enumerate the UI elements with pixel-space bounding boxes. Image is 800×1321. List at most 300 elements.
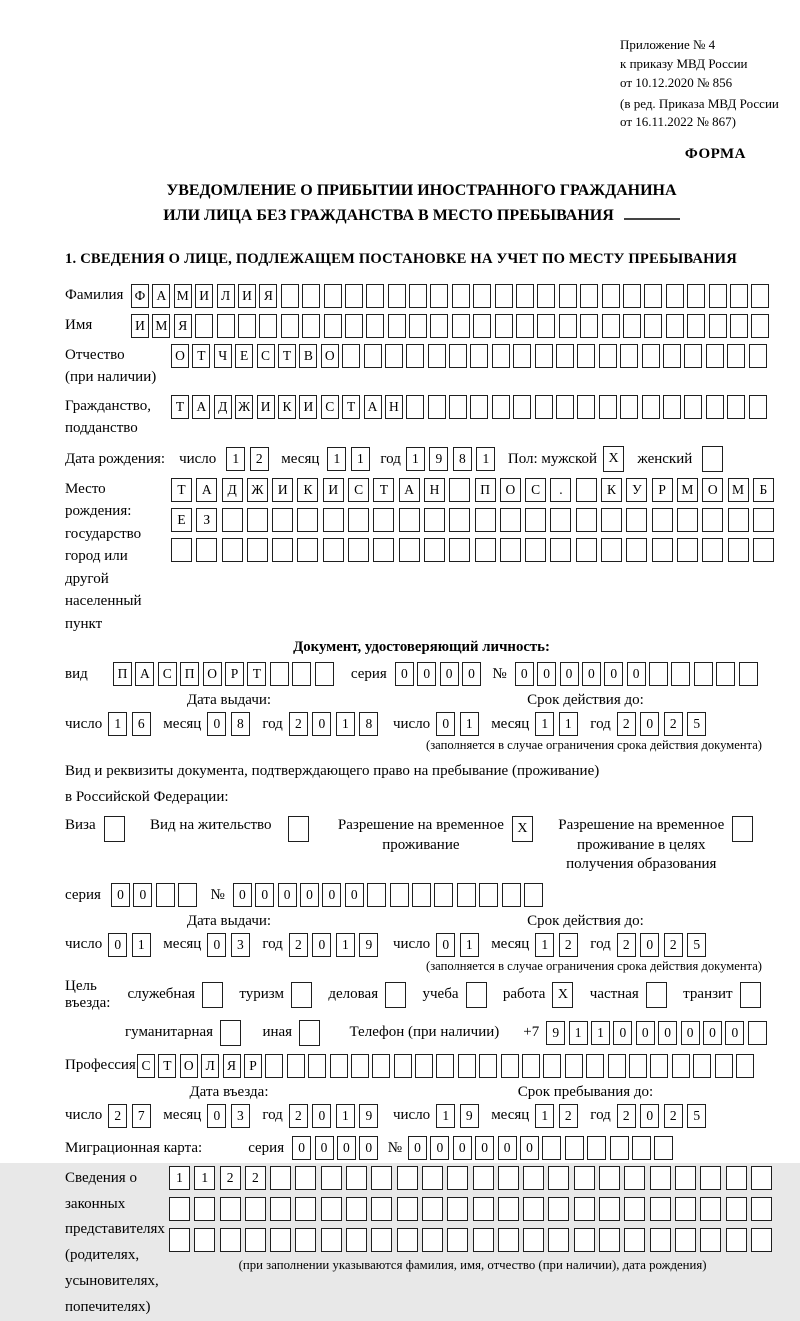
char-cell (748, 1021, 767, 1045)
issue-day-boxes (108, 712, 155, 736)
char-cell (574, 1166, 595, 1190)
char-cell (288, 816, 309, 842)
char-cell: X (603, 446, 624, 472)
char-cell: 0 (207, 1104, 226, 1128)
char-cell (308, 1054, 326, 1078)
char-cell: С (137, 1054, 155, 1078)
char-cell (523, 1197, 544, 1221)
char-cell (342, 344, 360, 368)
char-cell (525, 538, 546, 562)
char-cell: 0 (359, 1136, 378, 1160)
birth-place-label: Место рождения: государство город или другой населенный пункт (65, 480, 142, 632)
char-cell (753, 538, 774, 562)
char-cell (397, 1197, 418, 1221)
char-cell (449, 395, 467, 419)
day-label: число (392, 1107, 431, 1124)
char-cell (751, 1228, 772, 1252)
purpose-option-label: учеба (422, 986, 459, 1003)
char-cell (194, 1197, 215, 1221)
char-cell: 0 (604, 662, 623, 686)
char-cell (272, 508, 293, 532)
legal-reps-block (65, 1166, 778, 1321)
char-cell: 0 (613, 1021, 632, 1045)
char-cell (430, 314, 448, 338)
char-cell: 1 (169, 1166, 190, 1190)
char-cell (270, 1166, 291, 1190)
char-cell (449, 538, 470, 562)
char-cell (169, 1197, 190, 1221)
char-cell (346, 1228, 367, 1252)
phone-label: Телефон (при наличии) (349, 1024, 500, 1041)
char-cell (702, 538, 723, 562)
legal-reps-note: (при заполнении указываются фамилия, имя, отчество (при наличии), дата рождения) (238, 1257, 707, 1272)
issue-year-boxes (289, 712, 383, 736)
purpose-label: Цель въезда: (65, 977, 111, 1011)
char-cell (366, 314, 384, 338)
char-cell (449, 478, 470, 502)
birth-date-row (65, 446, 778, 472)
char-cell (434, 883, 453, 907)
char-cell: 0 (207, 933, 226, 957)
day-label: число (392, 715, 431, 732)
char-cell (295, 1166, 316, 1190)
char-cell: Ф (131, 284, 149, 308)
title-line-1: УВЕДОМЛЕНИЕ О ПРИБЫТИИ ИНОСТРАННОГО ГРАЖДАНИНА (166, 182, 677, 200)
profession-boxes (137, 1054, 757, 1078)
char-cell (217, 314, 235, 338)
char-cell (751, 1197, 772, 1221)
char-cell (535, 344, 553, 368)
birth-year-boxes (406, 447, 500, 471)
char-cell (513, 395, 531, 419)
char-cell: 2 (664, 1104, 683, 1128)
char-cell: 0 (725, 1021, 744, 1045)
char-cell: А (196, 478, 217, 502)
valid-until-label: Срок действия до: (527, 692, 644, 709)
char-cell: П (180, 662, 199, 686)
char-cell (475, 508, 496, 532)
char-cell (576, 508, 597, 532)
char-cell (178, 883, 197, 907)
char-cell: 1 (132, 933, 151, 957)
char-cell: 0 (582, 662, 601, 686)
char-cell: 0 (312, 933, 331, 957)
char-cell: 2 (250, 447, 269, 471)
char-cell (626, 538, 647, 562)
char-cell (473, 284, 491, 308)
char-cell: 2 (289, 1104, 308, 1128)
char-cell (348, 508, 369, 532)
doc-series-boxes (395, 662, 485, 686)
char-cell: 9 (359, 1104, 378, 1128)
char-cell (297, 538, 318, 562)
purpose-option-label: служебная (127, 986, 196, 1003)
char-cell: 1 (436, 1104, 455, 1128)
char-cell (502, 883, 521, 907)
char-cell: 1 (336, 712, 355, 736)
char-cell (412, 883, 431, 907)
char-cell (409, 284, 427, 308)
char-cell (601, 538, 622, 562)
birth-place-boxes-stack (171, 478, 778, 568)
char-cell: П (113, 662, 132, 686)
char-cell (580, 284, 598, 308)
char-cell (422, 1197, 443, 1221)
char-cell: К (278, 395, 296, 419)
stay-doc-valid-group (393, 933, 778, 957)
number-label: № (492, 666, 507, 683)
char-cell (624, 1166, 645, 1190)
valid-day-boxes (436, 712, 483, 736)
char-cell (565, 1054, 583, 1078)
edu-residence-label: Разрешение на временное проживание в целях получения образования (558, 817, 725, 873)
char-cell (726, 1228, 747, 1252)
char-cell (650, 1166, 671, 1190)
char-cell (281, 284, 299, 308)
purpose-study-checkbox (466, 982, 490, 1008)
char-cell (586, 1054, 604, 1078)
char-cell (577, 395, 595, 419)
char-cell (346, 1166, 367, 1190)
day-label: число (65, 715, 103, 732)
char-cell: К (297, 478, 318, 502)
char-cell (548, 1228, 569, 1252)
char-cell (452, 284, 470, 308)
char-cell (324, 284, 342, 308)
id-doc-issue-group (65, 712, 393, 736)
char-cell (576, 538, 597, 562)
identity-doc-row (65, 662, 778, 686)
char-cell (728, 508, 749, 532)
char-cell: Р (225, 662, 244, 686)
char-cell (715, 1054, 733, 1078)
char-cell (624, 1197, 645, 1221)
char-cell (415, 1054, 433, 1078)
char-cell: 8 (359, 712, 378, 736)
char-cell (345, 284, 363, 308)
char-cell (730, 284, 748, 308)
char-cell (195, 314, 213, 338)
char-cell (366, 284, 384, 308)
char-cell (726, 1197, 747, 1221)
day-label: число (65, 936, 103, 953)
char-cell (473, 1228, 494, 1252)
char-cell: Т (373, 478, 394, 502)
year-label: год (590, 936, 611, 953)
char-cell: С (321, 395, 339, 419)
char-cell (457, 883, 476, 907)
char-cell (245, 1228, 266, 1252)
purpose-other-checkbox (299, 1020, 323, 1046)
char-cell: Р (244, 1054, 262, 1078)
phone-boxes (546, 1021, 770, 1045)
char-cell (479, 1054, 497, 1078)
valid-year-boxes (617, 933, 711, 957)
char-cell: О (180, 1054, 198, 1078)
char-cell: 1 (351, 447, 370, 471)
char-cell (247, 538, 268, 562)
surname-boxes (131, 284, 773, 308)
char-cell (388, 284, 406, 308)
char-cell (652, 508, 673, 532)
char-cell (346, 1197, 367, 1221)
char-cell (666, 284, 684, 308)
temp-residence-checkbox (512, 816, 536, 842)
char-cell (422, 1228, 443, 1252)
issue-year-boxes (289, 933, 383, 957)
annex-edit-line: от 16.11.2022 № 867) (620, 114, 737, 130)
purpose-option-label: транзит (683, 986, 733, 1003)
char-cell (700, 1197, 721, 1221)
char-cell: 1 (569, 1021, 588, 1045)
char-cell (292, 662, 311, 686)
char-cell: 8 (453, 447, 472, 471)
char-cell: 2 (559, 933, 578, 957)
char-cell: 0 (658, 1021, 677, 1045)
char-cell (599, 1197, 620, 1221)
char-cell: М (174, 284, 192, 308)
char-cell: 2 (220, 1166, 241, 1190)
purpose-business-checkbox (385, 982, 409, 1008)
char-cell: 0 (640, 933, 659, 957)
char-cell (388, 314, 406, 338)
patronymic-label: Отчество (при наличии) (65, 346, 157, 386)
birth-month-boxes (327, 447, 374, 471)
char-cell: 0 (312, 712, 331, 736)
char-cell: Т (192, 344, 210, 368)
char-cell (559, 314, 577, 338)
char-cell (626, 508, 647, 532)
char-cell: 2 (289, 933, 308, 957)
char-cell: Л (217, 284, 235, 308)
char-cell: X (512, 816, 533, 842)
char-cell (624, 1228, 645, 1252)
char-cell: 1 (535, 933, 554, 957)
char-cell (222, 538, 243, 562)
sex-male-checkbox (603, 446, 627, 472)
char-cell: 0 (627, 662, 646, 686)
stay-year-boxes (617, 1104, 711, 1128)
char-cell: 5 (687, 1104, 706, 1128)
char-cell (599, 1166, 620, 1190)
char-cell (672, 1054, 690, 1078)
char-cell (687, 284, 705, 308)
char-cell (299, 1020, 320, 1046)
char-cell (644, 314, 662, 338)
validity-note: (заполняется в случае ограничения срока действия документа) (426, 738, 762, 753)
char-cell (602, 314, 620, 338)
valid-month-boxes (535, 712, 582, 736)
char-cell: 0 (681, 1021, 700, 1045)
citizenship-row (65, 395, 778, 440)
char-cell (330, 1054, 348, 1078)
char-cell (644, 284, 662, 308)
char-cell (492, 344, 510, 368)
char-cell: 0 (436, 933, 455, 957)
temp-residence-option (338, 816, 536, 855)
identity-doc-title: Документ, удостоверяющий личность: (293, 639, 550, 656)
char-cell (295, 1228, 316, 1252)
char-cell (479, 883, 498, 907)
char-cell (495, 314, 513, 338)
char-cell (727, 395, 745, 419)
char-cell (694, 662, 713, 686)
char-cell: 1 (591, 1021, 610, 1045)
char-cell (428, 344, 446, 368)
char-cell (716, 662, 735, 686)
legal-reps-row2-boxes (169, 1197, 776, 1221)
char-cell (751, 314, 769, 338)
name-boxes (131, 314, 773, 338)
char-cell: 0 (436, 712, 455, 736)
char-cell (730, 314, 748, 338)
id-doc-dates-row (65, 712, 778, 736)
char-cell: А (152, 284, 170, 308)
purpose-option-label: частная (589, 986, 639, 1003)
patronymic-boxes (171, 344, 770, 368)
char-cell: 2 (559, 1104, 578, 1128)
section1-title: 1. СВЕДЕНИЯ О ЛИЦЕ, ПОДЛЕЖАЩЕМ ПОСТАНОВКЕ НА УЧЕТ ПО МЕСТУ ПРЕБЫВАНИЯ (65, 250, 737, 267)
stay-doc-intro: Вид и реквизиты документа, подтверждающего право на пребывание (проживание) в Российской Федерации: (65, 763, 600, 805)
char-cell (169, 1228, 190, 1252)
name-label: Имя (65, 316, 93, 333)
char-cell: М (152, 314, 170, 338)
stay-doc-dates-row (65, 933, 778, 957)
char-cell (602, 284, 620, 308)
month-label: месяц (163, 715, 202, 732)
char-cell (623, 284, 641, 308)
char-cell: Т (247, 662, 266, 686)
char-cell: 5 (687, 712, 706, 736)
char-cell (565, 1136, 584, 1160)
stay-doc-dates-header (65, 913, 778, 930)
char-cell: 0 (640, 712, 659, 736)
stay-doc-number-boxes (233, 883, 546, 907)
char-cell: У (626, 478, 647, 502)
title-blank-line (624, 205, 680, 220)
entry-dates-row (65, 1104, 778, 1128)
char-cell (727, 344, 745, 368)
day-label: число (179, 450, 217, 467)
char-cell: И (195, 284, 213, 308)
char-cell (373, 508, 394, 532)
char-cell: Т (158, 1054, 176, 1078)
char-cell (409, 314, 427, 338)
char-cell (550, 508, 571, 532)
edu-residence-option (558, 816, 756, 875)
char-cell (324, 314, 342, 338)
char-cell (709, 314, 727, 338)
char-cell (580, 314, 598, 338)
year-label: год (590, 1107, 611, 1124)
char-cell (345, 314, 363, 338)
char-cell: Ч (214, 344, 232, 368)
char-cell: 0 (703, 1021, 722, 1045)
char-cell (422, 1166, 443, 1190)
char-cell (749, 344, 767, 368)
char-cell (543, 1054, 561, 1078)
char-cell (222, 508, 243, 532)
entry-date-group (65, 1104, 393, 1128)
char-cell (323, 508, 344, 532)
char-cell: Н (424, 478, 445, 502)
char-cell (371, 1166, 392, 1190)
number-label: № (210, 886, 225, 903)
char-cell (677, 508, 698, 532)
char-cell: 0 (322, 883, 341, 907)
char-cell: И (238, 284, 256, 308)
char-cell: 3 (231, 1104, 250, 1128)
migration-series-boxes (292, 1136, 382, 1160)
char-cell (610, 1136, 629, 1160)
purpose-humanitarian-checkbox (220, 1020, 244, 1046)
char-cell (559, 284, 577, 308)
char-cell (650, 1054, 668, 1078)
month-label: месяц (281, 450, 320, 467)
citizenship-label: Гражданство, подданство (65, 397, 152, 437)
char-cell (351, 1054, 369, 1078)
stay-doc-series-boxes (111, 883, 201, 907)
char-cell (492, 395, 510, 419)
stay-until-group (393, 1104, 778, 1128)
char-cell: Р (652, 478, 673, 502)
char-cell (447, 1197, 468, 1221)
char-cell: 1 (460, 712, 479, 736)
series-label: серия (248, 1139, 285, 1156)
year-label: год (262, 936, 283, 953)
char-cell (475, 538, 496, 562)
char-cell: И (257, 395, 275, 419)
char-cell: И (299, 395, 317, 419)
char-cell (321, 1166, 342, 1190)
char-cell (700, 1166, 721, 1190)
char-cell (498, 1228, 519, 1252)
char-cell (650, 1228, 671, 1252)
char-cell (684, 344, 702, 368)
char-cell (321, 1228, 342, 1252)
char-cell (537, 314, 555, 338)
purpose-row-2 (65, 1020, 778, 1046)
char-cell (364, 344, 382, 368)
legal-reps-row1-boxes (169, 1166, 776, 1190)
legal-reps-label: Сведения о законных представителях (родителях, усыновителях, попечителях) (65, 1169, 165, 1315)
char-cell (601, 508, 622, 532)
char-cell: Я (174, 314, 192, 338)
char-cell: З (196, 508, 217, 532)
issue-month-boxes (207, 933, 254, 957)
entry-dates-header (65, 1084, 778, 1101)
name-row (65, 314, 778, 338)
char-cell: 0 (560, 662, 579, 686)
char-cell (726, 1166, 747, 1190)
char-cell: 1 (406, 447, 425, 471)
surname-label: Фамилия (65, 286, 124, 303)
char-cell (196, 538, 217, 562)
id-doc-dates-header (65, 692, 778, 709)
year-label: год (380, 450, 401, 467)
char-cell: 7 (132, 1104, 151, 1128)
char-cell (550, 538, 571, 562)
annex-line: к приказу МВД России (620, 55, 748, 71)
char-cell (281, 314, 299, 338)
char-cell: С (257, 344, 275, 368)
char-cell (447, 1166, 468, 1190)
char-cell: 0 (395, 662, 414, 686)
char-cell (371, 1197, 392, 1221)
char-cell (542, 1136, 561, 1160)
char-cell (399, 508, 420, 532)
char-cell (449, 344, 467, 368)
